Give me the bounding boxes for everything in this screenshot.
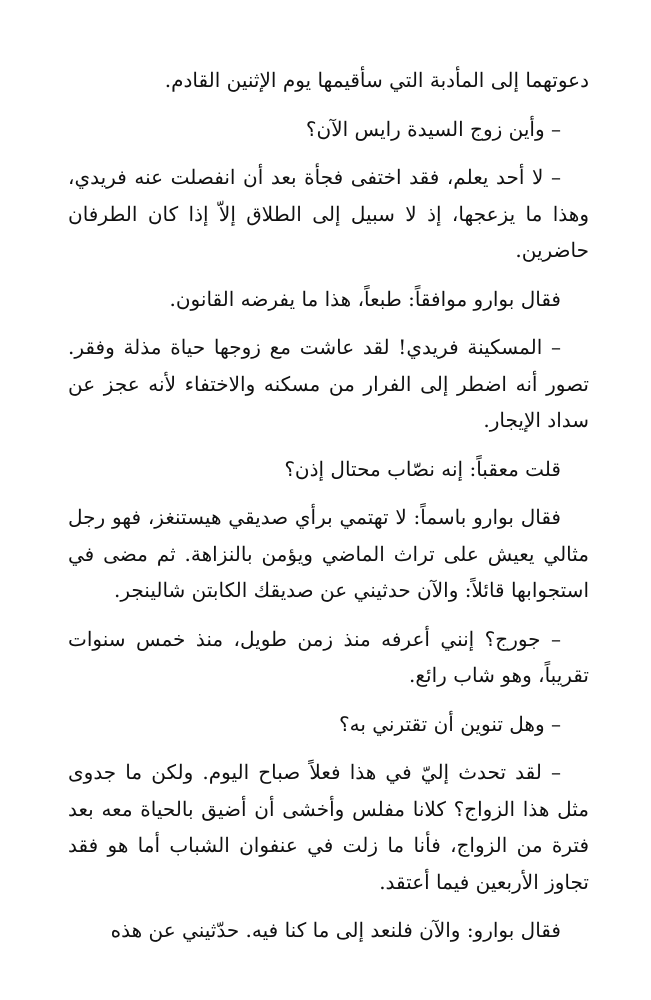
paragraph-1: دعوتهما إلى المأدبة التي سأقيمها يوم الإثنين القادم. [164,68,589,92]
paragraph-11: فقال بوارو: والآن فلنعد إلى ما كنا فيه. حدّثيني عن هذه [110,918,561,942]
paragraph-6: قلت معقباً: إنه نصّاب محتال إذن؟ [284,456,561,481]
paragraph-2: – وأين زوج السيدة رايس الآن؟ [305,116,561,141]
paragraph-4: فقال بوارو موافقاً: طبعاً، هذا ما يفرضه القانون. [169,286,561,311]
paragraph-9: – وهل تنوين أن تقترني به؟ [338,711,561,736]
paragraph-8: – جورج؟ إنني أعرفه منذ زمن طويل، منذ خمس سنوات تقريباً، وهو شاب رائع. [68,626,589,687]
paragraph-10: – لقد تحدث إليّ في هذا فعلاً صباح اليوم. ولكن ما جدوى مثل هذا الزواج؟ كلانا مفلس وأخشى أن أضيق بالحياة معه بعد فترة من الزواج، فأنا ما زلت في عنفوان الشباب أما هو فقد تجاوز الأربعين فيما أعتقد. [68,760,589,894]
page-body-text [68,62,589,961]
paragraph-5: – المسكينة فريدي! لقد عاشت مع زوجها حياة مذلة وفقر. تصور أنه اضطر إلى الفرار من مسكنه والاختفاء لأنه عجز عن سداد الإيجار. [68,335,589,432]
paragraph-7: فقال بوارو باسماً: لا تهتمي برأي صديقي هيستنغز، فهو رجل مثالي يعيش على تراث الماضي ويؤمن بالنزاهة. ثم مضى في استجوابها قائلاً: والآن حدثيني عن صديقك الكابتن شالينجر. [68,505,589,602]
paragraph-3: – لا أحد يعلم، فقد اختفى فجأة بعد أن انفصلت عنه فريدي، وهذا ما يزعجها، إذ لا سبيل إلى الطلاق إلاّ إذا كان الطرفان حاضرين. [68,165,589,262]
